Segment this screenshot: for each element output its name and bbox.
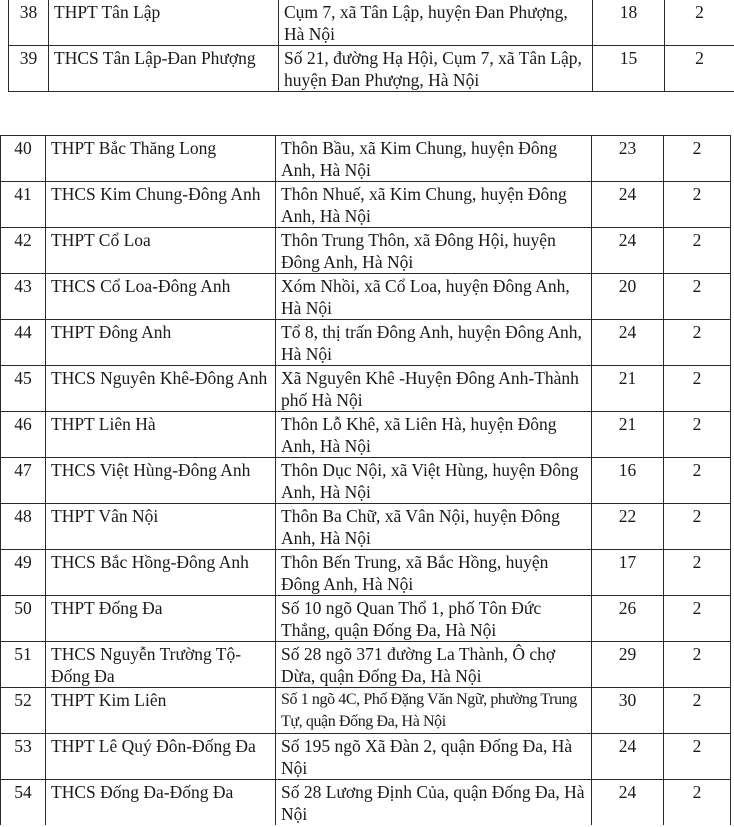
row-number: 48 [1,504,46,550]
quota-value: 2 [664,320,731,366]
school-address: Số 28 ngõ 371 đường La Thành, Ô chợ Dừa, quận Đống Đa, Hà Nội [276,642,592,688]
row-number: 41 [1,182,46,228]
table-row [1,412,731,458]
school-address: Thôn Ba Chữ, xã Vân Nội, huyện Đông Anh, Hà Nội [276,504,592,550]
row-number: 46 [1,412,46,458]
table-row [1,458,731,504]
school-table-top [8,0,734,92]
count-value: 24 [592,780,664,826]
school-address: Số 195 ngõ Xã Đàn 2, quận Đống Đa, Hà Nội [276,734,592,780]
quota-value: 2 [665,46,734,92]
quota-value: 2 [664,642,731,688]
count-value: 22 [592,504,664,550]
quota-value: 2 [664,458,731,504]
school-name: THCS Tân Lập-Đan Phượng [49,46,279,92]
table-row [1,228,731,274]
count-value: 29 [592,642,664,688]
school-name: THCS Việt Hùng-Đông Anh [46,458,276,504]
row-number: 51 [1,642,46,688]
table-row [1,550,731,596]
table-row [1,366,731,412]
row-number: 38 [9,0,49,46]
count-value: 26 [592,596,664,642]
table-row [9,0,734,46]
count-value: 21 [592,412,664,458]
row-number: 44 [1,320,46,366]
school-address: Cụm 7, xã Tân Lập, huyện Đan Phượng, Hà Nội [279,0,593,46]
quota-value: 2 [664,734,731,780]
quota-value: 2 [664,274,731,320]
table-row [1,780,731,826]
school-name: THPT Đông Anh [46,320,276,366]
school-address: Thôn Bến Trung, xã Bắc Hồng, huyện Đông Anh, Hà Nội [276,550,592,596]
count-value: 18 [593,0,665,46]
school-address: Tổ 8, thị trấn Đông Anh, huyện Đông Anh, Hà Nội [276,320,592,366]
school-name: THPT Đống Đa [46,596,276,642]
quota-value: 2 [664,780,731,826]
quota-value: 2 [664,596,731,642]
table-row [1,596,731,642]
school-address: Số 28 Lương Định Của, quận Đống Đa, Hà Nội [276,780,592,826]
school-name: THCS Nguyễn Trường Tộ-Đống Đa [46,642,276,688]
count-value: 30 [592,688,664,734]
school-name: THCS Đống Đa-Đống Đa [46,780,276,826]
row-number: 49 [1,550,46,596]
table-row [1,688,731,734]
school-address: Số 10 ngõ Quan Thổ 1, phố Tôn Đức Thắng, quận Đống Đa, Hà Nội [276,596,592,642]
school-name: THPT Bắc Thăng Long [46,136,276,182]
quota-value: 2 [664,366,731,412]
count-value: 21 [592,366,664,412]
quota-value: 2 [664,550,731,596]
table-row [9,46,734,92]
row-number: 50 [1,596,46,642]
school-address: Xóm Nhồi, xã Cổ Loa, huyện Đông Anh, Hà Nội [276,274,592,320]
quota-value: 2 [664,688,731,734]
school-address: Số 21, đường Hạ Hội, Cụm 7, xã Tân Lập, huyện Đan Phượng, Hà Nội [279,46,593,92]
count-value: 24 [592,182,664,228]
row-number: 54 [1,780,46,826]
table-row [1,274,731,320]
school-address: Xã Nguyên Khê -Huyện Đông Anh-Thành phố Hà Nội [276,366,592,412]
table-row [1,136,731,182]
table-row [1,182,731,228]
table-row [1,320,731,366]
row-number: 39 [9,46,49,92]
school-name: THCS Kim Chung-Đông Anh [46,182,276,228]
count-value: 16 [592,458,664,504]
school-name: THPT Cổ Loa [46,228,276,274]
row-number: 40 [1,136,46,182]
quota-value: 2 [664,182,731,228]
school-name: THCS Bắc Hồng-Đông Anh [46,550,276,596]
row-number: 47 [1,458,46,504]
row-number: 45 [1,366,46,412]
quota-value: 2 [664,504,731,550]
count-value: 20 [592,274,664,320]
quota-value: 2 [665,0,734,46]
quota-value: 2 [664,136,731,182]
count-value: 24 [592,228,664,274]
school-name: THCS Nguyên Khê-Đông Anh [46,366,276,412]
table-row [1,642,731,688]
school-name: THPT Lê Quý Đôn-Đống Đa [46,734,276,780]
school-name: THPT Tân Lập [49,0,279,46]
school-address: Số 1 ngõ 4C, Phố Đặng Văn Ngữ, phường Trung Tự, quận Đống Đa, Hà Nội [276,688,592,734]
row-number: 42 [1,228,46,274]
school-table-bottom [0,135,731,825]
school-name: THPT Kim Liên [46,688,276,734]
school-address: Thôn Bầu, xã Kim Chung, huyện Đông Anh, Hà Nội [276,136,592,182]
school-name: THPT Vân Nội [46,504,276,550]
quota-value: 2 [664,412,731,458]
table-row [1,734,731,780]
count-value: 24 [592,320,664,366]
count-value: 24 [592,734,664,780]
row-number: 52 [1,688,46,734]
school-address: Thôn Lỗ Khê, xã Liên Hà, huyện Đông Anh, Hà Nội [276,412,592,458]
school-name: THCS Cổ Loa-Đông Anh [46,274,276,320]
school-address: Thôn Trung Thôn, xã Đông Hội, huyện Đông Anh, Hà Nội [276,228,592,274]
count-value: 17 [592,550,664,596]
school-address: Thôn Dục Nội, xã Việt Hùng, huyện Đông Anh, Hà Nội [276,458,592,504]
count-value: 15 [593,46,665,92]
school-address: Thôn Nhuế, xã Kim Chung, huyện Đông Anh, Hà Nội [276,182,592,228]
quota-value: 2 [664,228,731,274]
school-name: THPT Liên Hà [46,412,276,458]
count-value: 23 [592,136,664,182]
table-row [1,504,731,550]
row-number: 43 [1,274,46,320]
row-number: 53 [1,734,46,780]
